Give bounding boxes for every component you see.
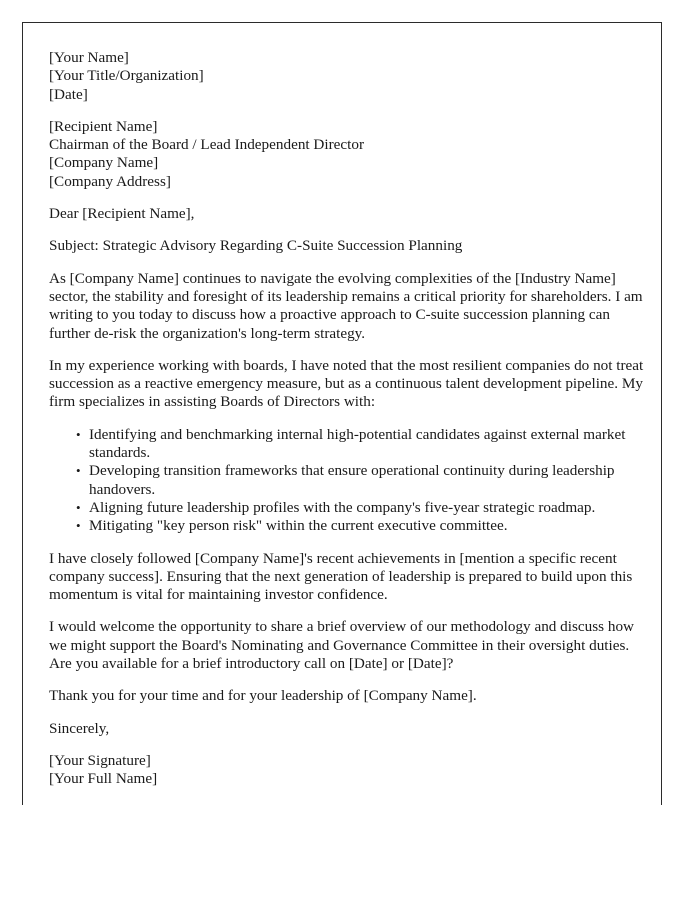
body-paragraph-5: Thank you for your time and for your leadership of [Company Name].	[49, 687, 477, 705]
body-paragraph-1: As [Company Name] continues to navigate the evolving complexities of the [Industry Name] sector, the stability and foresight of its leadership remains a critical priority for shareholders. I am writing to you today to discuss how a proactive approach to C-suite succession planning can further de-risk the organization's long-term strategy.	[49, 269, 643, 342]
list-item: • Aligning future leadership profiles with the company's five-year strategic roadmap.	[76, 499, 647, 517]
list-item: • Mitigating "key person risk" within the current executive committee.	[76, 517, 647, 535]
body-paragraph-4: I would welcome the opportunity to share a brief overview of our methodology and discuss how we might support the Board's Nominating and Governance Committee in their oversight duties. Are you available for a brief introductory call on [Date] or [Date]?	[49, 618, 635, 673]
recipient-title: Chairman of the Board / Lead Independent Director	[49, 136, 365, 154]
salutation: Dear [Recipient Name],	[49, 205, 195, 223]
signature-block	[49, 752, 647, 789]
letter-content	[49, 49, 647, 789]
closing-line: Sincerely,	[49, 719, 110, 737]
recipient-company: [Company Name]	[49, 154, 159, 172]
signature-placeholder: [Your Signature]	[49, 751, 151, 769]
body-paragraph-2: In my experience working with boards, I have noted that the most resilient companies do not treat succession as a reactive emergency measure, but as a continuous talent development pipeline. My firm specializes in assisting Boards of Directors with:	[49, 356, 644, 411]
sender-date: [Date]	[49, 85, 88, 103]
subject-line: Subject: Strategic Advisory Regarding C-Suite Succession Planning	[49, 237, 463, 255]
sender-address-block	[49, 49, 647, 104]
recipient-company-address: [Company Address]	[49, 172, 171, 190]
list-item: • Developing transition frameworks that ensure operational continuity during leadership handovers.	[76, 462, 647, 499]
services-bullet-list	[49, 426, 647, 536]
sender-name: [Your Name]	[49, 49, 129, 66]
signature-full-name: [Your Full Name]	[49, 770, 158, 788]
document-page	[22, 22, 662, 805]
list-item: • Identifying and benchmarking internal high-potential candidates against external market standards.	[76, 426, 647, 463]
recipient-name: [Recipient Name]	[49, 117, 158, 135]
sender-title: [Your Title/Organization]	[49, 67, 204, 85]
body-paragraph-3: I have closely followed [Company Name]'s recent achievements in [mention a specific recent company success]. Ensuring that the next generation of leadership is prepared to build upon this momentum is vital for maintaining investor confidence.	[49, 549, 633, 604]
recipient-address-block	[49, 118, 647, 191]
